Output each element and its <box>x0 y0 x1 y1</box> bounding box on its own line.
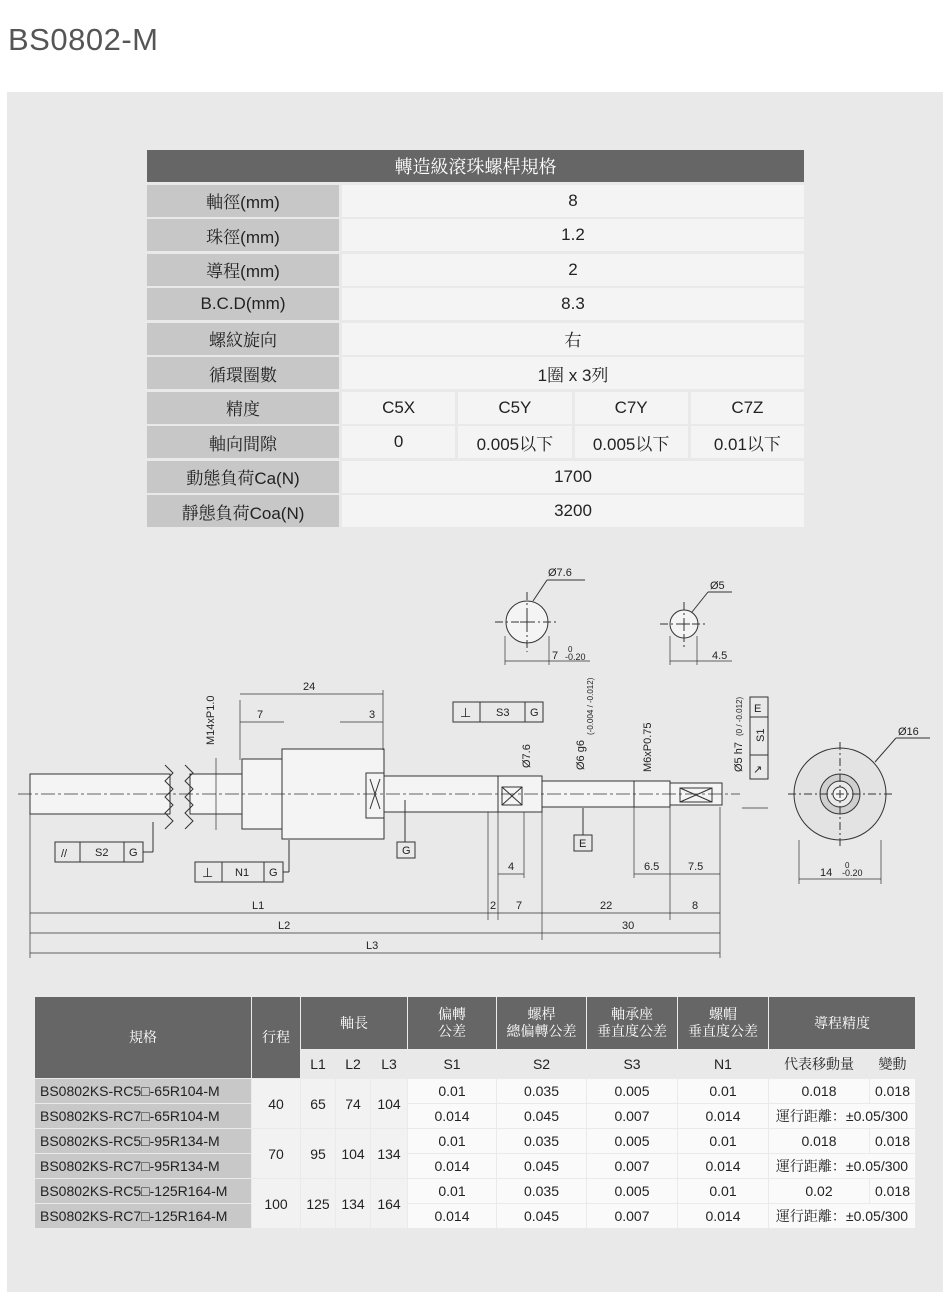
frame-s1-label: S1 <box>755 728 767 742</box>
s1-value: 0.01 <box>408 1079 497 1104</box>
n1-value: 0.01 <box>678 1179 769 1204</box>
n1-value: 0.014 <box>678 1154 769 1179</box>
model-name: BS0802KS-RC7□-65R104-M <box>35 1104 252 1129</box>
var-value: 0.018 <box>870 1079 916 1104</box>
spec-label: B.C.D(mm) <box>147 288 339 320</box>
spec-row <box>147 323 804 355</box>
datum-g-label: G <box>530 707 539 719</box>
sub-l3: L3 <box>371 1050 408 1079</box>
frame-s3-label: S3 <box>496 707 510 719</box>
l1-value: 125 <box>301 1179 336 1229</box>
spec-row <box>147 461 804 493</box>
d5-label: Ø5 <box>710 580 725 592</box>
l3-value: 164 <box>371 1179 408 1229</box>
s3-value: 0.007 <box>587 1104 678 1129</box>
end-view <box>788 738 930 884</box>
tol-6g6-label: (-0.004 / -0.012) <box>586 677 595 735</box>
technical-drawing <box>0 555 950 965</box>
l2-value: 104 <box>336 1129 371 1179</box>
s2-value: 0.035 <box>497 1129 587 1154</box>
dim-7-label: 7 <box>552 650 559 662</box>
table-row <box>35 1079 916 1104</box>
tol-020-label: -0.20 <box>565 652 586 662</box>
sub-n1: N1 <box>678 1050 769 1079</box>
col-stroke: 行程 <box>252 997 301 1079</box>
spec-cell: C7Y <box>575 392 688 424</box>
dim-7b-label: 7 <box>257 709 264 721</box>
d5h7-label: Ø5 h7 <box>733 742 745 772</box>
l1-value: 65 <box>301 1079 336 1129</box>
sub-s2: S2 <box>497 1050 587 1079</box>
s2-value: 0.045 <box>497 1204 587 1229</box>
spec-label: 精度 <box>147 392 339 424</box>
dim-24-label: 24 <box>303 681 316 693</box>
dim-75-label: 7.5 <box>688 861 704 873</box>
rep-value: 0.018 <box>769 1079 870 1104</box>
model-name: BS0802KS-RC5□-125R164-M <box>35 1179 252 1204</box>
spec-row <box>147 288 804 320</box>
dim-7c-label: 7 <box>516 900 523 912</box>
s3-value: 0.007 <box>587 1204 678 1229</box>
l2-value: 74 <box>336 1079 371 1129</box>
spec-cell: 0.01以下 <box>691 426 804 458</box>
table-row <box>35 1204 916 1229</box>
datum-g2-label: G <box>129 847 138 859</box>
spec-table-header: 轉造級滾珠螺桿規格 <box>147 150 804 182</box>
spec-row <box>147 495 804 527</box>
s1-value: 0.01 <box>408 1179 497 1204</box>
lead-value: 運行距離：±0.05/300 <box>769 1204 916 1229</box>
stroke-value: 100 <box>252 1179 301 1229</box>
datum-g3-label: G <box>269 867 278 879</box>
spec-row-backlash <box>147 426 804 458</box>
sub-s3: S3 <box>587 1050 678 1079</box>
col-lead: 導程精度 <box>769 997 916 1050</box>
spec-row-precision <box>147 392 804 424</box>
var-value: 0.018 <box>870 1129 916 1154</box>
spec-row <box>147 357 804 389</box>
rep-value: 0.018 <box>769 1129 870 1154</box>
tol-14-0-label: 0 <box>845 861 850 870</box>
spec-cell: C5X <box>342 392 455 424</box>
s3-value: 0.005 <box>587 1079 678 1104</box>
n1-value: 0.014 <box>678 1204 769 1229</box>
model-table <box>34 996 916 1229</box>
page-title: BS0802-M <box>8 22 159 57</box>
table-row <box>35 1129 916 1154</box>
spec-label: 珠徑(mm) <box>147 219 339 251</box>
thread-m14-label: M14xP1.0 <box>205 695 217 745</box>
spec-cell: 0.005以下 <box>458 426 571 458</box>
spec-row <box>147 254 804 286</box>
spec-cell: 0.005以下 <box>575 426 688 458</box>
spec-row <box>147 219 804 251</box>
s3-value: 0.005 <box>587 1179 678 1204</box>
l1-value: 95 <box>301 1129 336 1179</box>
model-name: BS0802KS-RC7□-95R134-M <box>35 1154 252 1179</box>
spec-label: 軸向間隙 <box>147 426 339 458</box>
dim-30-label: 30 <box>622 920 635 932</box>
l2-value: 134 <box>336 1179 371 1229</box>
spec-value: 2 <box>342 254 804 286</box>
l2-label: L2 <box>278 920 291 932</box>
thread-m6-label: M6xP0.75 <box>642 722 654 772</box>
spec-label: 螺紋旋向 <box>147 323 339 355</box>
dim-45-label: 4.5 <box>712 650 728 662</box>
spec-row <box>147 185 804 217</box>
screw-shaft <box>18 690 740 839</box>
spec-value: 1圈 x 3列 <box>342 357 804 389</box>
spec-cell: 0 <box>342 426 455 458</box>
n1-value: 0.014 <box>678 1104 769 1129</box>
model-name: BS0802KS-RC7□-125R164-M <box>35 1204 252 1229</box>
lead-value: 運行距離：±0.05/300 <box>769 1104 916 1129</box>
s2-value: 0.035 <box>497 1079 587 1104</box>
d76-label: Ø7.6 <box>548 567 572 579</box>
spec-table <box>147 150 804 527</box>
dim-4-label: 4 <box>508 861 515 873</box>
stroke-value: 70 <box>252 1129 301 1179</box>
l3-label: L3 <box>366 940 379 952</box>
dim-3-label: 3 <box>369 709 376 721</box>
model-name: BS0802KS-RC5□-95R134-M <box>35 1129 252 1154</box>
col-model: 規格 <box>35 997 252 1079</box>
spec-value: 右 <box>342 323 804 355</box>
datum-e-label: E <box>754 703 762 715</box>
col-shaft-len: 軸長 <box>301 997 408 1050</box>
sub-l2: L2 <box>336 1050 371 1079</box>
perp-symbol: ⊥ <box>460 705 472 720</box>
dim-8-label: 8 <box>692 900 699 912</box>
runout-symbol: ↗ <box>753 764 763 776</box>
dim-2-label: 2 <box>490 900 497 912</box>
s2-value: 0.045 <box>497 1104 587 1129</box>
s1-value: 0.014 <box>408 1154 497 1179</box>
tol-0-label: 0 <box>568 645 573 654</box>
dim-22-label: 22 <box>600 900 613 912</box>
datum-e2-label: E <box>579 838 587 850</box>
d16-label: Ø16 <box>898 726 919 738</box>
spec-value: 8 <box>342 185 804 217</box>
d76v-label: Ø7.6 <box>521 744 533 768</box>
model-name: BS0802KS-RC5□-65R104-M <box>35 1079 252 1104</box>
l3-value: 134 <box>371 1129 408 1179</box>
spec-label: 動態負荷Ca(N) <box>147 461 339 493</box>
s3-value: 0.005 <box>587 1129 678 1154</box>
s1-value: 0.01 <box>408 1129 497 1154</box>
col-s2: 螺桿 總偏轉公差 <box>497 997 587 1050</box>
s3-value: 0.007 <box>587 1154 678 1179</box>
spec-value: 1.2 <box>342 219 804 251</box>
table-row <box>35 1179 916 1204</box>
s2-value: 0.035 <box>497 1179 587 1204</box>
perp-symbol-2: ⊥ <box>202 865 214 880</box>
spec-cell: C5Y <box>458 392 571 424</box>
col-n1: 螺帽 垂直度公差 <box>678 997 769 1050</box>
sub-s1: S1 <box>408 1050 497 1079</box>
sub-var: 變動 <box>870 1050 916 1079</box>
spec-label: 軸徑(mm) <box>147 185 339 217</box>
table-row <box>35 1104 916 1129</box>
n1-value: 0.01 <box>678 1079 769 1104</box>
s1-value: 0.014 <box>408 1104 497 1129</box>
spec-label: 靜態負荷Coa(N) <box>147 495 339 527</box>
n1-value: 0.01 <box>678 1129 769 1154</box>
parallel-symbol: // <box>61 848 68 860</box>
d6g6-label: Ø6 g6 <box>575 740 587 770</box>
spec-label: 循環圈數 <box>147 357 339 389</box>
spec-value: 8.3 <box>342 288 804 320</box>
col-s3: 軸承座 垂直度公差 <box>587 997 678 1050</box>
spec-cell: C7Z <box>691 392 804 424</box>
spec-label: 導程(mm) <box>147 254 339 286</box>
frame-n1-label: N1 <box>235 867 250 879</box>
stroke-value: 40 <box>252 1079 301 1129</box>
sub-rep: 代表移動量 <box>769 1050 870 1079</box>
lead-value: 運行距離：±0.05/300 <box>769 1154 916 1179</box>
frame-s2-label: S2 <box>95 847 109 859</box>
spec-value: 3200 <box>342 495 804 527</box>
s2-value: 0.045 <box>497 1154 587 1179</box>
dim-65-label: 6.5 <box>644 861 660 873</box>
sub-l1: L1 <box>301 1050 336 1079</box>
datum-g4-label: G <box>402 845 411 857</box>
tol-14-020-label: -0.20 <box>842 868 863 878</box>
table-row <box>35 1154 916 1179</box>
l1-label: L1 <box>252 900 265 912</box>
rep-value: 0.02 <box>769 1179 870 1204</box>
l3-value: 104 <box>371 1079 408 1129</box>
dim-14-label: 14 <box>820 867 833 879</box>
col-s1: 偏轉 公差 <box>408 997 497 1050</box>
spec-value: 1700 <box>342 461 804 493</box>
s1-value: 0.014 <box>408 1204 497 1229</box>
tol-5h7-label: (0 / -0.012) <box>735 696 744 736</box>
var-value: 0.018 <box>870 1179 916 1204</box>
